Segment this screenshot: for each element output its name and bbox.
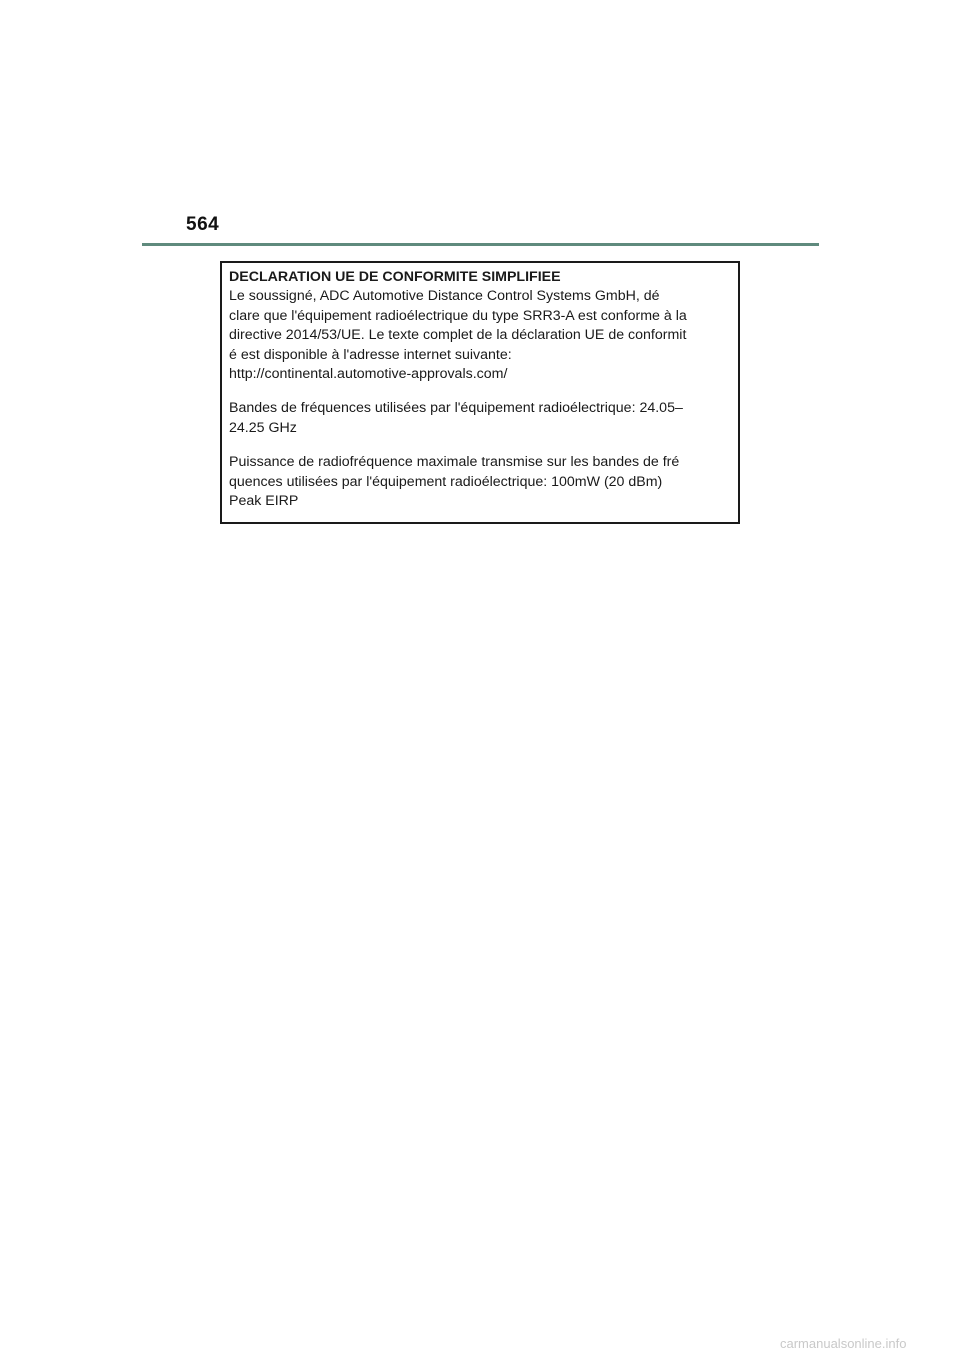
notice-line: clare que l'équipement radioélectrique du type SRR3-A est conforme à la [229,307,687,324]
notice-line: directive 2014/53/UE. Le texte complet de la déclaration UE de conformit [229,327,687,344]
notice-title: DECLARATION UE DE CONFORMITE SIMPLIFIEE [229,269,561,285]
declaration-notice-box [220,261,740,524]
notice-line: é est disponible à l'adresse internet suivante: [229,346,512,363]
notice-url-line: http://continental.automotive-approvals.com/ [229,366,508,383]
header-rule [142,243,819,246]
notice-paragraph-frequency [229,399,731,438]
notice-line: Puissance de radiofréquence maximale transmise sur les bandes de fré [229,454,680,471]
notice-line: Le soussigné, ADC Automotive Distance Control Systems GmbH, dé [229,288,660,305]
notice-line: quences utilisées par l'équipement radioélectrique: 100mW (20 dBm) [229,473,663,490]
paragraph-spacer [229,438,731,453]
notice-line: Peak EIRP [229,493,299,510]
notice-paragraph-declaration [229,287,731,384]
notice-line: 24.25 GHz [229,419,297,436]
notice-line: Bandes de fréquences utilisées par l'équipement radioélectrique: 24.05– [229,400,683,417]
paragraph-spacer [229,384,731,399]
page-number: 564 [186,214,220,235]
site-watermark: carmanualsonline.info [780,1336,907,1351]
notice-paragraph-power [229,453,731,511]
